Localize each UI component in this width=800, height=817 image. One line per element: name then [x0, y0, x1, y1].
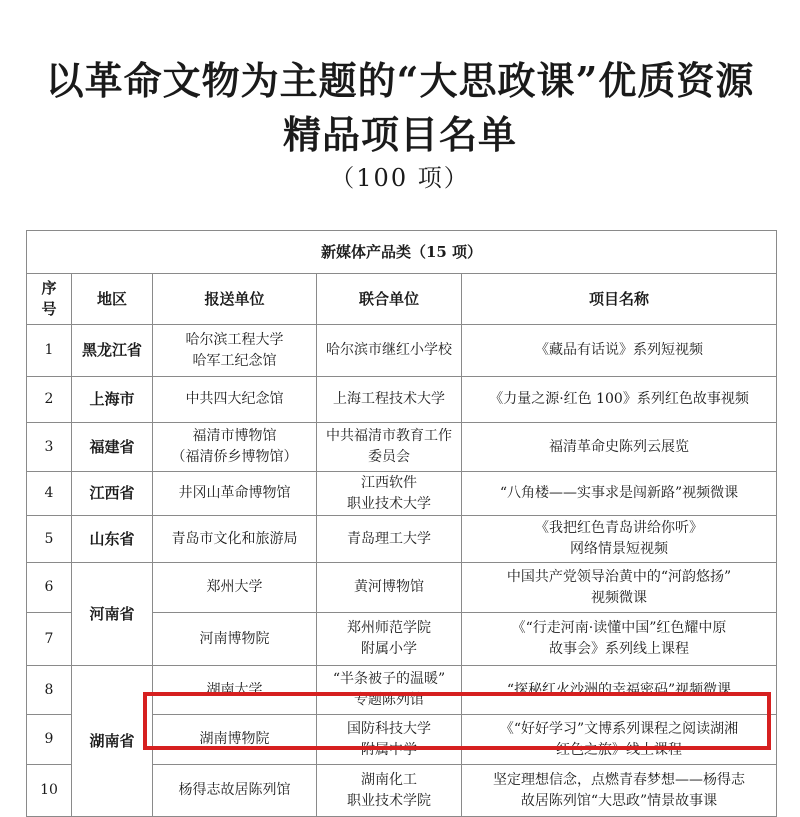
row-seq: 2: [27, 377, 72, 423]
row-submitter: 湖南博物院: [153, 715, 317, 765]
header-submitter: 报送单位: [153, 274, 317, 325]
row-seq: 8: [27, 666, 72, 715]
table-row: [27, 377, 777, 423]
row-seq: 4: [27, 472, 72, 516]
row-project: 坚定理想信念，点燃青春梦想——杨得志 故居陈列馆“大思政”情景故事课: [462, 765, 777, 817]
row-project: 福清革命史陈列云展览: [462, 423, 777, 472]
row-project: “八角楼——实事求是闯新路”视频微课: [462, 472, 777, 516]
row-region: 黑龙江省: [72, 325, 153, 377]
row-region: 河南省: [72, 563, 153, 666]
row-project: “探秘红火沙洲的幸福密码”视频微课: [462, 666, 777, 715]
row-seq: 6: [27, 563, 72, 613]
row-project: 中国共产党领导治黄中的“河韵悠扬” 视频微课: [462, 563, 777, 613]
row-submitter: 中共四大纪念馆: [153, 377, 317, 423]
row-submitter: 井冈山革命博物馆: [153, 472, 317, 516]
document-title-line1: 以革命文物为主题的“大思政课”优质资源: [45, 58, 755, 103]
table-row: [27, 325, 777, 377]
category-heading: 新媒体产品类（15 项）: [27, 231, 777, 274]
row-seq: 3: [27, 423, 72, 472]
row-partner: 中共福清市教育工作 委员会: [317, 423, 462, 472]
header-project: 项目名称: [462, 274, 777, 325]
row-submitter: 杨得志故居陈列馆: [153, 765, 317, 817]
row-submitter: 青岛市文化和旅游局: [153, 516, 317, 563]
table-header-row: [27, 274, 777, 325]
row-seq: 1: [27, 325, 72, 377]
row-submitter: 福清市博物馆 （福清侨乡博物馆）: [153, 423, 317, 472]
row-region: 湖南省: [72, 666, 153, 817]
row-partner: 郑州师范学院 附属小学: [317, 613, 462, 666]
project-count: （100 项）: [330, 164, 470, 192]
header-partner: 联合单位: [317, 274, 462, 325]
document-title-line2: 精品项目名单: [282, 112, 517, 157]
row-seq: 10: [27, 765, 72, 817]
row-seq: 9: [27, 715, 72, 765]
table-row: [27, 666, 777, 715]
header-region: 地区: [72, 274, 153, 325]
table-row: [27, 472, 777, 516]
row-project: 《我把红色青岛讲给你听》 网络情景短视频: [462, 516, 777, 563]
row-partner: 湖南化工 职业技术学院: [317, 765, 462, 817]
project-list-table: [26, 230, 777, 817]
row-seq: 5: [27, 516, 72, 563]
row-project: 《力量之源·红色 100》系列红色故事视频: [462, 377, 777, 423]
row-partner: 青岛理工大学: [317, 516, 462, 563]
row-region: 福建省: [72, 423, 153, 472]
row-partner: 国防科技大学 附属中学: [317, 715, 462, 765]
row-submitter: 湖南大学: [153, 666, 317, 715]
header-seq: 序 号: [27, 274, 72, 325]
table-row: [27, 563, 777, 613]
table-row: [27, 423, 777, 472]
row-partner: 哈尔滨市继红小学校: [317, 325, 462, 377]
row-region: 山东省: [72, 516, 153, 563]
table-row: [27, 516, 777, 563]
row-region: 江西省: [72, 472, 153, 516]
row-project: 《“好好学习”文博系列课程之阅读湖湘 红色之旅》线上课程: [462, 715, 777, 765]
row-partner: 黄河博物馆: [317, 563, 462, 613]
row-partner: “半条被子的温暖” 专题陈列馆: [317, 666, 462, 715]
row-submitter: 哈尔滨工程大学 哈军工纪念馆: [153, 325, 317, 377]
row-project: 《“行走河南·读懂中国”红色耀中原 故事会》系列线上课程: [462, 613, 777, 666]
row-partner: 江西软件 职业技术大学: [317, 472, 462, 516]
row-partner: 上海工程技术大学: [317, 377, 462, 423]
row-project: 《藏品有话说》系列短视频: [462, 325, 777, 377]
row-region: 上海市: [72, 377, 153, 423]
row-submitter: 郑州大学: [153, 563, 317, 613]
row-seq: 7: [27, 613, 72, 666]
row-submitter: 河南博物院: [153, 613, 317, 666]
